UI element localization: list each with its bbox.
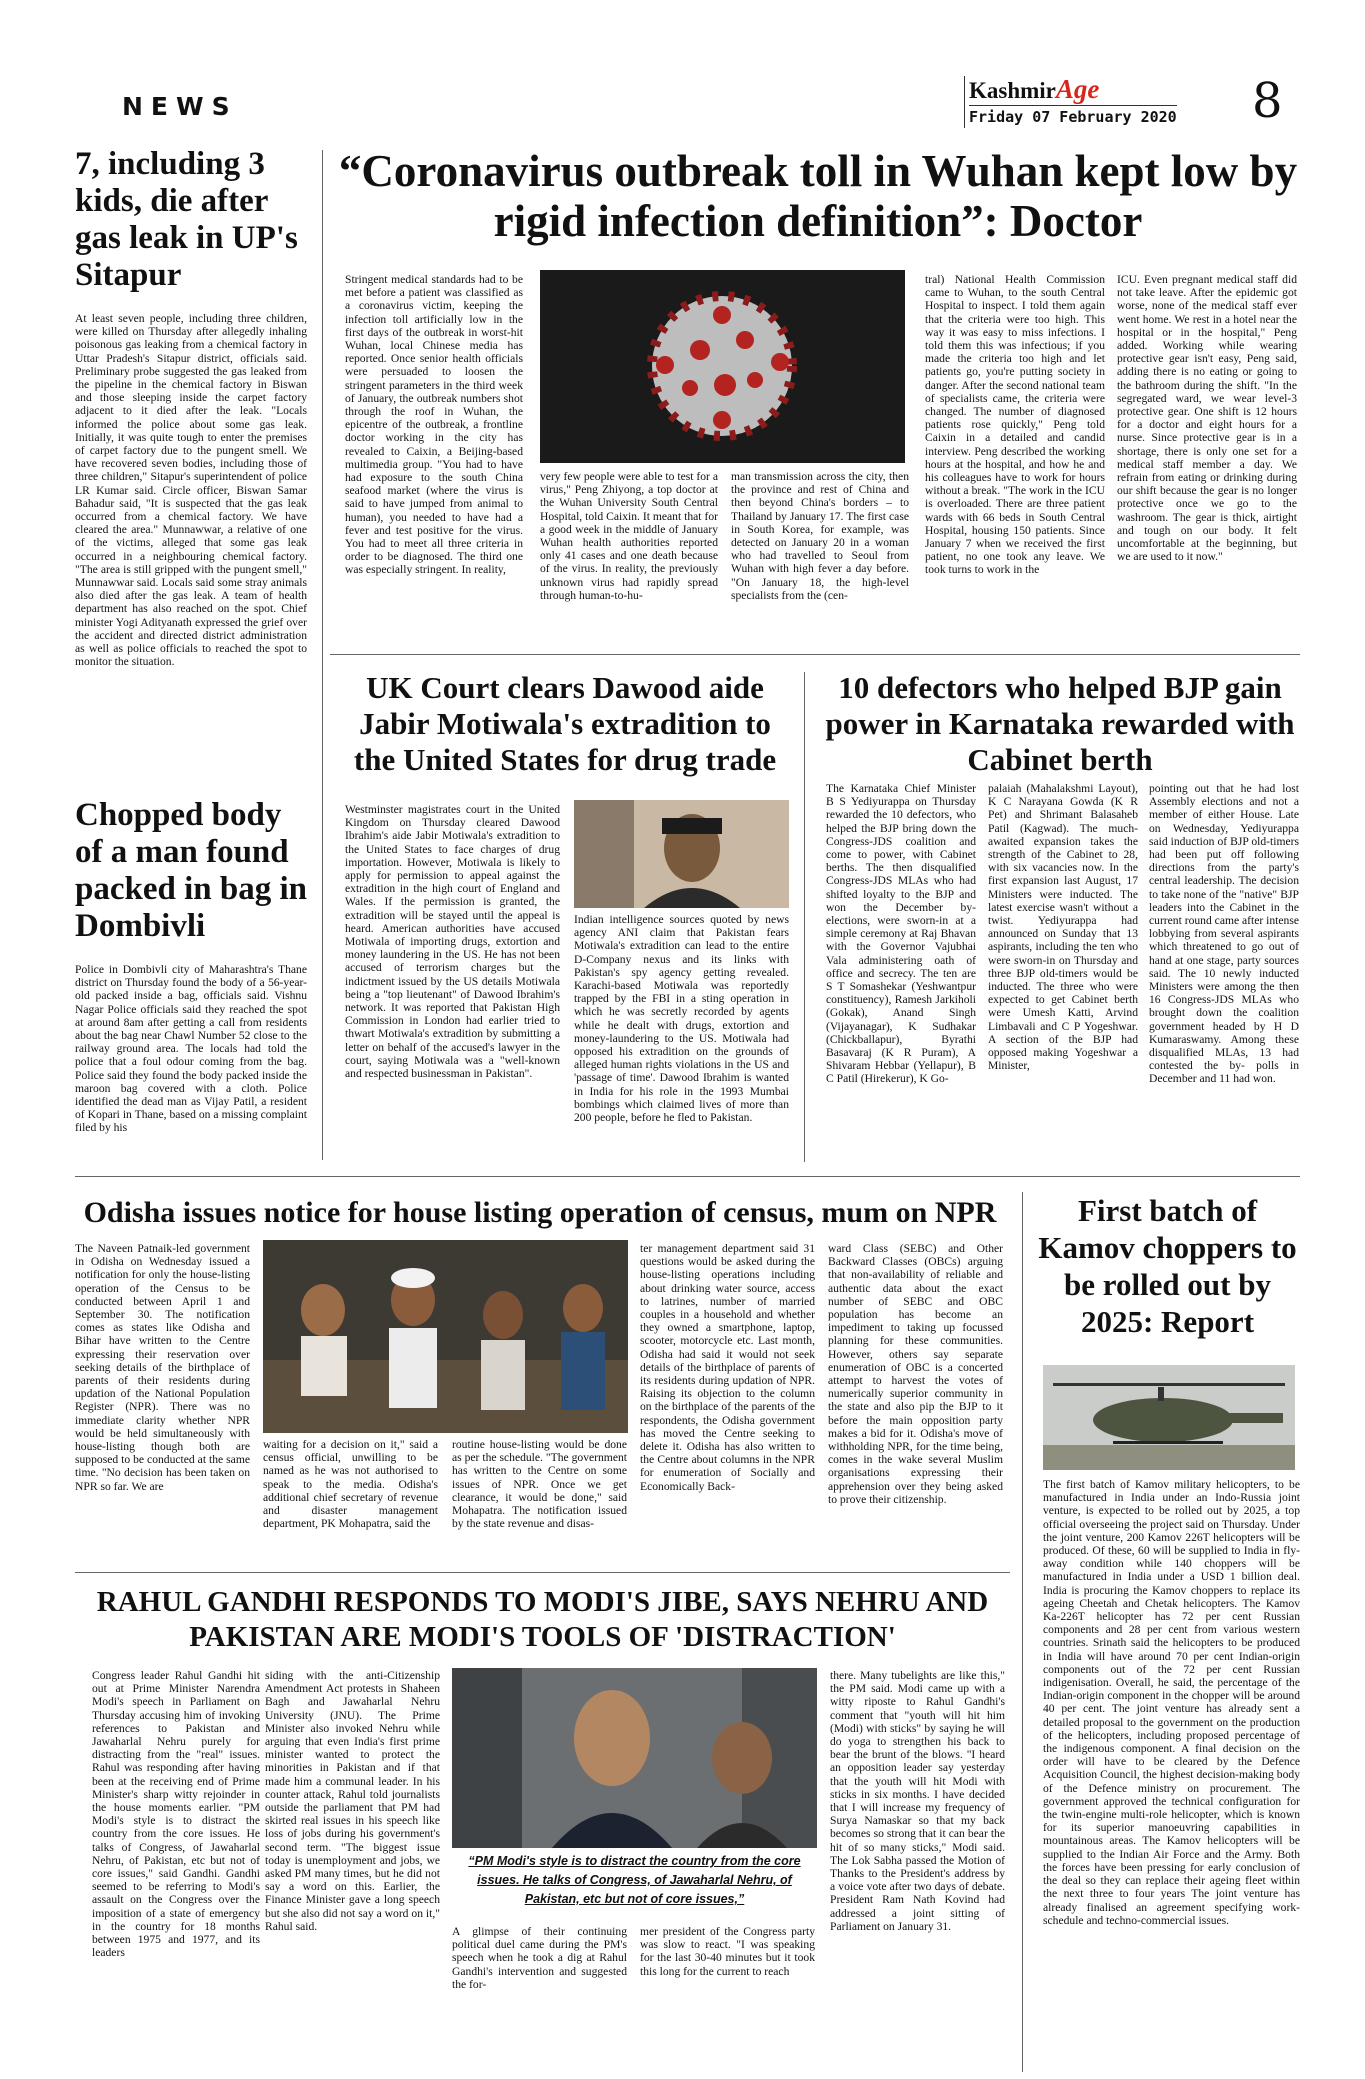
gas-leak-headline: 7, including 3 kids, die after gas leak in UP's Sitapur <box>75 146 298 293</box>
paper-logo <box>969 76 1224 104</box>
section-rule <box>75 1572 1010 1573</box>
motiwala-photo <box>574 800 789 908</box>
rahul-col4: mer president of the Congress party was slow to react. "I was speaking for the last 30-40 minutes but it took this long for the current to reach <box>640 1925 815 1978</box>
rahul-headline: RAHUL GANDHI RESPONDS TO MODI'S JIBE, SAYS NEHRU AND PAKISTAN ARE MODI'S TOOLS OF 'DISTRACTION' <box>96 1586 989 1653</box>
rahul-col1: Congress leader Rahul Gandhi hit out at Prime Minister Narendra Modi's speech in Parliament on Thursday accusing him of invoking references to Pakistan and Jawaharlal Nehru purely for distracting from the "real" issues. Rahul was responding after having been at the receiving end of Prime Minister's sharp witty rejoinder in the house moments earlier. "PM Modi's style is to distract the country from the core issues. He talks of Congress, of Jawaharlal Nehru, of Pakistan, etc but not of core issues," said Gandhi. Gandhi seemed to be referring to Modi's assault on the Congress over the imposition of a state of emergency in the country for 18 months between 1975 and 1977, and its leaders <box>92 1669 260 1960</box>
motiwala-headline: UK Court clears Dawood aide Jabir Motiwala's extradition to the United States for drug trade <box>353 670 777 777</box>
karnataka-col2: palaiah (Mahalakshmi Layout), K C Narayana Gowda (K R Pet) and Shrimant Balasaheb Patil (Kagwad). The much-awaited expansion takes the strength of the Cabinet to 28, with six vacancies now. In the first expansion last August, 17 Ministers were inducted. The latest exercise wasn't without a twist. Yediyurappa had announced on Sunday that 13 aspirants, including the ten who were sworn-in on Thursday and three BJP old-timers would be inducted. The three who were expected to get Cabinet berth were Umesh Katti, Arvind Limbavali and C P Yogeshwar. A section of the BJP had opposed making Yogeshwar a Minister, <box>988 782 1138 1073</box>
wuhan-col4: tral) National Health Commission came to Wuhan, to the south Central Hospital to inspect. I told them again that the criteria were too high. This way it was easy to miss infections. I told them this was infectious; if you made the criteria too high and let patients go, you're putting society in danger. After the second national team of specialists came, the criteria were changed. The number of diagnosed patients rose quickly," Peng told Caixin in a detailed and candid interview. Peng described the working hours at the hospital, and how he and his colleagues have to work for hours without a break. "The work in the ICU is overloaded. There are three patient wards with 66 beds in South Central Hospital, housing 150 patients. Since January 7 when we received the first patient, no one took any leave. We took turns to work in the <box>925 273 1105 577</box>
column-rule <box>322 150 323 1160</box>
paper-name-part2: Age <box>1055 74 1100 104</box>
dombivli-body: Police in Dombivli city of Maharashtra's Thane district on Thursday found the body of a 56-year-old packed inside a bag, officials said. Vishnu Nagar Police officials said they reached the spot at around 8am after getting a call from residents about the bag near Chawl Number 52 close to the railway ground area. The locals had told the police that a foul odour coming from the bag. Police said they found the body packed inside the maroon bag covered with a cloth. Police identified the dead man as Vijay Patil, a resident of Kopari in Thane, based on a missing complaint filed by his <box>75 963 307 1135</box>
rahul-photo <box>452 1668 817 1848</box>
motiwala-col1: Westminster magistrates court in the United Kingdom on Thursday cleared Dawood Ibrahim's aide Jabir Motiwala's extradition to the United States to face charges of drug importation. However, Motiwala is likely to apply for permission to appeal against the extradition in the high court of England and Wales. If the permission is granted, the extradition will be stayed until the appeal is heard. American authorities have accused Motiwala of importing drugs, extortion and money laundering in the US. He has not been accused of terrorism charges but the indictment issued by the US details Motiwala being a "top lieutenant" of Dawood Ibrahim's network. It was reported that Pakistan High Commission in London had earlier tried to thwart Motiwala's extradition by submitting a letter on behalf of the accused's lawyer in the court, saying Motiwala was a "well-known and respected businessman in Pakistan". <box>345 803 560 1081</box>
helicopter-photo <box>1043 1365 1295 1470</box>
gas-leak-body: At least seven people, including three children, were killed on Thursday after allegedly inhaling poisonous gas leaking from a chemical factory in Uttar Pradesh's Sitapur district, officials said. Preliminary probe suggested the gas leaked from the pipeline in the chemical factory in Biswan and those sleeping inside the carpet factory adjacent to it died after the leak. "Locals informed the police about some gas leak. Initially, it was quite tough to enter the premises of carpet factory due to the pungent smell. We have recovered seven bodies, including those of three children," Sitapur's superintendent of police LR Kumar said. Circle officer, Biswan Samar Bahadur said, "It is suspected that the gas leak occurred from a chemical factory. We have cleared the area." Munnawwar, a relative of one of the victims, alleged that some gas leak occurred in a neighbouring chemical factory. "The area is still gripped with the pungent smell," Munnawwar said. Locals said some stray animals also died after the gas leak. A team of health department has also reached on the spot. Chief minister Yogi Adityanath expressed the grief over the accident and directed district administration as well as police officials to reached the spot to monitor the situation. <box>75 312 307 669</box>
wuhan-col5: ICU. Even pregnant medical staff did not take leave. After the epidemic got worse, none of the medical staff ever went home. We rest in a hotel near the hospital or in the hospital," Peng added. Working while wearing protective gear isn't easy, Peng said, adding there is no eating or going to the bathroom during the shift. "In the segregated ward, we wear level-3 protective gear. One shift is 12 hours for a doctor and eight hours for a nurse. Since protective gear is in a shortage, there is only one set for a medical staff member a day. We refrain from eating or drinking during our shift because the gear is no longer protective once we go to the washroom. The gear is thick, airtight and tough on our body. It felt uncomfortable at the beginning, but we are used to it now." <box>1117 273 1297 564</box>
wuhan-bottom-rule <box>330 654 1300 655</box>
census-photo <box>263 1240 628 1433</box>
masthead <box>964 76 1224 128</box>
pull-quote: “PM Modi's style is to distract the country from the core issues. He talks of Congress, of Jawaharlal Nehru, of Pakistan, etc but not of core issues,” <box>468 1854 801 1906</box>
motiwala-col2: Indian intelligence sources quoted by news agency ANI claim that Pakistan fears Motiwala's extradition can lead to the entire D-Company nexus and its links with Pakistan's spy agency getting revealed. Karachi-based Motiwala was reportedly trapped by the FBI in a sting operation in which he was secretly recorded by agents while he dealt with drugs, extortion and money-laundering to the US. Motiwala had opposed his extradition on the grounds of alleged human rights violations in the US and 'passage of time'. Dawood Ibrahim is wanted in India for his role in the 1993 Mumbai bombings which claimed lives of more than 200 people, before he fled to Pakistan. <box>574 913 789 1125</box>
rahul-col5: there. Many tubelights are like this," the PM said. Modi came up with a witty riposte to Rahul Gandhi's comment that "youth will hit him (Modi) with sticks" by saying he will do yoga to strengthen his back to bear the brunt of the blows. "I heard an opposition leader say yesterday that the youth will hit Modi with sticks in six months. I have decided that I will increase my frequency of Surya Namaskar so that my back becomes so strong that it can bear the hit of so many sticks," Modi said. The Lok Sabha passed the Motion of Thanks to the President's address by a voice vote after two days of debate. President Ram Nath Kovind had addressed a joint sitting of Parliament on January 31. <box>830 1669 1005 1933</box>
census-col4: ter management department said 31 questions would be asked during the house-listing operations including about drinking water source, access to latrines, number of married couples in a household and whether they owned a smartphone, laptop, scooter, motorcycle etc. Last month, Odisha had said it would not seek details of the birthplace of parents of its residents during updation of NPR. Raising its objection to the column on the birthplace of the parents of the respondents, the Odisha government has moved the Centre seeking to delete it. Odisha has also written to the Centre about columns in the NPR for enumeration of Socially and Economically Back- <box>640 1242 815 1493</box>
census-col5: ward Class (SEBC) and Other Backward Classes (OBCs) arguing that non-availability of reliable and authentic data about the exact number of SEBC and OBC population has become an impediment to taking up focussed planning for these communities. However, others say separate enumeration of OBC is a concerted attempt to harvest the votes of numerically superior community in the state and also pip the BJP to it before the main opposition party makes a bid for it. Odisha's move of withholding NPR, for the time being, comes in the wake several Muslim organisations expressing their apprehension over they being asked to prove their citizenship. <box>828 1242 1003 1506</box>
rahul-col2: siding with the anti-Citizenship Amendment Act protests in Shaheen Bagh and Jawaharlal Nehru University (JNU). The Prime Minister also invoked Nehru while arguing that even India's first prime minister wanted to protect the minorities in Pakistan and if that made him a communal leader. In his counter attack, Rahul told journalists outside the parliament that PM had skirted real issues in his speech like loss of jobs during his government's second term. "The biggest issue today is unemployment and jobs, we asked PM many times, but he did not say a word on this. Earlier, the Finance Minister gave a long speech but she also did not say a word on it," Rahul said. <box>265 1669 440 1933</box>
karnataka-col3: pointing out that he had lost Assembly elections and not a member of either House. Late on Wednesday, Yediyurappa said induction of BJP old-timers had been put off following directions from the party's central leadership. The decision to take none of the "native" BJP leaders into the Cabinet in the current round came after intense lobbying from several aspirants which threatened to go out of hand at one stage, party sources said. The 10 newly inducted Ministers were among the then 16 Congress-JDS MLAs who brought down the coalition government headed by H D Kumaraswamy. Among these disqualified MLAs, 13 had contested the by- polls in December and 11 had won. <box>1149 782 1299 1086</box>
coronavirus-image <box>540 270 905 463</box>
kamov-body: The first batch of Kamov military helicopters, to be manufactured in India under an Indo-Russia joint venture, is expected to be rolled out by 2025, a top official overseeing the project said on Thursday. Under the joint venture, 200 Kamov 226T helicopters will be produced. Of these, 60 will be supplied to India in fly-away condition while 140 choppers will be manufactured in India under a USD 1 billion deal. India is procuring the Kamov choppers to replace its ageing Cheetah and Chetak helicopters. The Kamov Ka-226T helicopter has 72 per cent Russian components and 28 per cent from various western countries. Srinath said the helicopters to be produced in India will have around 70 per cent Indian-origin components out of the 72 per cent Russian indigenisation. Overall, he said, the percentage of the Indian-origin component in the chopper will be around 40 per cent. The joint venture has already sent a detailed proposal to the government on the production of the helicopters, including proposed percentage of the indigenous component. A final decision on the order will have to be cleared by the Defence Acquisition Council, the highest decision-making body of the Defence ministry on procurement. The government approved the technical configuration for the twin-engine multi-role helicopter, which is known for its superior manoeuvring capabilities in mountainous areas. The Kamov helicopters will be supplied to the Indian Air Force and the Army. Both the forces have been pressing for early conclusion of the deal so they can replace their ageing fleet within the next three to four years The joint venture has already finalised an agreement specifying work-schedule and techno-commercial issues. <box>1043 1478 1300 1927</box>
paper-name-part1: Kashmir <box>969 78 1056 103</box>
census-col2: waiting for a decision on it," said a census official, unwilling to be named as he was not authorised to speak to the media. Odisha's additional chief secretary of revenue and disaster management department, PK Mohapatra, said the <box>263 1438 438 1531</box>
wuhan-col2: very few people were able to test for a virus," Peng Zhiyong, a top doctor at the Wuhan University South Central Hospital, told Caixin. It meant that for a good week in the middle of January Wuhan health authorities reported only 41 cases and one death because of the virus. In reality, the previously unknown virus had rapidly spread through human-to-hu- <box>540 470 718 602</box>
section-rule <box>75 1176 1300 1177</box>
rahul-col3: A glimpse of their continuing political duel came during the PM's speech when he took a dig at Rahul Gandhi's intervention and suggested the for- <box>452 1925 627 1991</box>
census-col1: The Naveen Patnaik-led government in Odisha on Wednesday issued a notification for only the house-listing operation of the Census to be conducted between April 1 and September 30. The notification comes as states like Odisha and Bihar have written to the Centre expressing their reservation over seeking details of the birthplace of parents of their residents during updation of the National Population Register (NPR). There was no immediate clarity whether NPR would be held simultaneously with house-listing though both are supposed to be conducted at the same time. "No decision has been taken on NPR so far. We are <box>75 1242 250 1493</box>
page-number: 8 <box>1252 73 1283 129</box>
column-rule <box>1022 1192 1023 2072</box>
census-col3: routine house-listing would be done as per the schedule. "The government has written to the Centre on some issues of NPR. Once we get clearance, it would be done," said Mohapatra. The notification issued by the state revenue and disas- <box>452 1438 627 1531</box>
dombivli-headline: Chopped body of a man found packed in bag in Dombivli <box>75 797 307 944</box>
issue-date: Friday 07 February 2020 <box>969 105 1177 126</box>
section-label: NEWS <box>122 92 238 121</box>
census-headline: Odisha issues notice for house listing operation of census, mum on NPR <box>83 1196 997 1229</box>
karnataka-col1: The Karnataka Chief Minister B S Yediyurappa on Thursday rewarded the 10 defectors, who helped the BJP bring down the Congress-JDS coalition and come to power, with Cabinet berths. The then disqualified Congress-JDS MLAs who had shifted loyalty to the BJP and won the December by-elections, were sworn-in at a simple ceremony at Raj Bhavan with the Governor Vajubhai Vala administering oath of office and secrecy. The ten are S T Somashekar (Yeshwantpur constituency), Ramesh Jarkiholi (Gokak), Anand Singh (Vijayanagar), K Sudhakar (Chickballapur), Byrathi Basavaraj (K R Puram), A Shivaram Hebbar (Yellapur), B C Patil (Hirekerur), K Go- <box>826 782 976 1086</box>
wuhan-col1: Stringent medical standards had to be met before a patient was classified as a coronavirus victim, keeping the infection toll artificially low in the first days of the outbreak in worst-hit Wuhan, local Chinese media has reported. Once senior health officials were persuaded to loosen the stringent parameters in the third week of January, the outbreak numbers shot through the roof in Wuhan, the epicentre of the outbreak, a frontline doctor working in the city has revealed to Caixin, a Beijing-based multimedia group. "You had to have had exposure to the south China seafood market (where the virus is said to have jumped from animal to human), you needed to have had a fever and test positive for the virus. You had to meet all three criteria in order to be diagnosed. The third one was especially stringent. In reality, <box>345 273 523 577</box>
wuhan-headline: “Coronavirus outbreak toll in Wuhan kept low by rigid infection definition”: Doctor <box>338 146 1298 246</box>
kamov-headline: First batch of Kamov choppers to be rolled out by 2025: Report <box>1038 1193 1297 1339</box>
column-rule <box>804 672 805 1162</box>
karnataka-headline: 10 defectors who helped BJP gain power in Karnataka rewarded with Cabinet berth <box>825 670 1295 777</box>
wuhan-col3: man transmission across the city, then the province and rest of China and then beyond China's borders – to Thailand by January 17. The first case in South Korea, for example, was detected on January 20 in a woman who had travelled to Seoul from Wuhan with high fever a day before. "On January 18, the high-level specialists from the (cen- <box>731 470 909 602</box>
